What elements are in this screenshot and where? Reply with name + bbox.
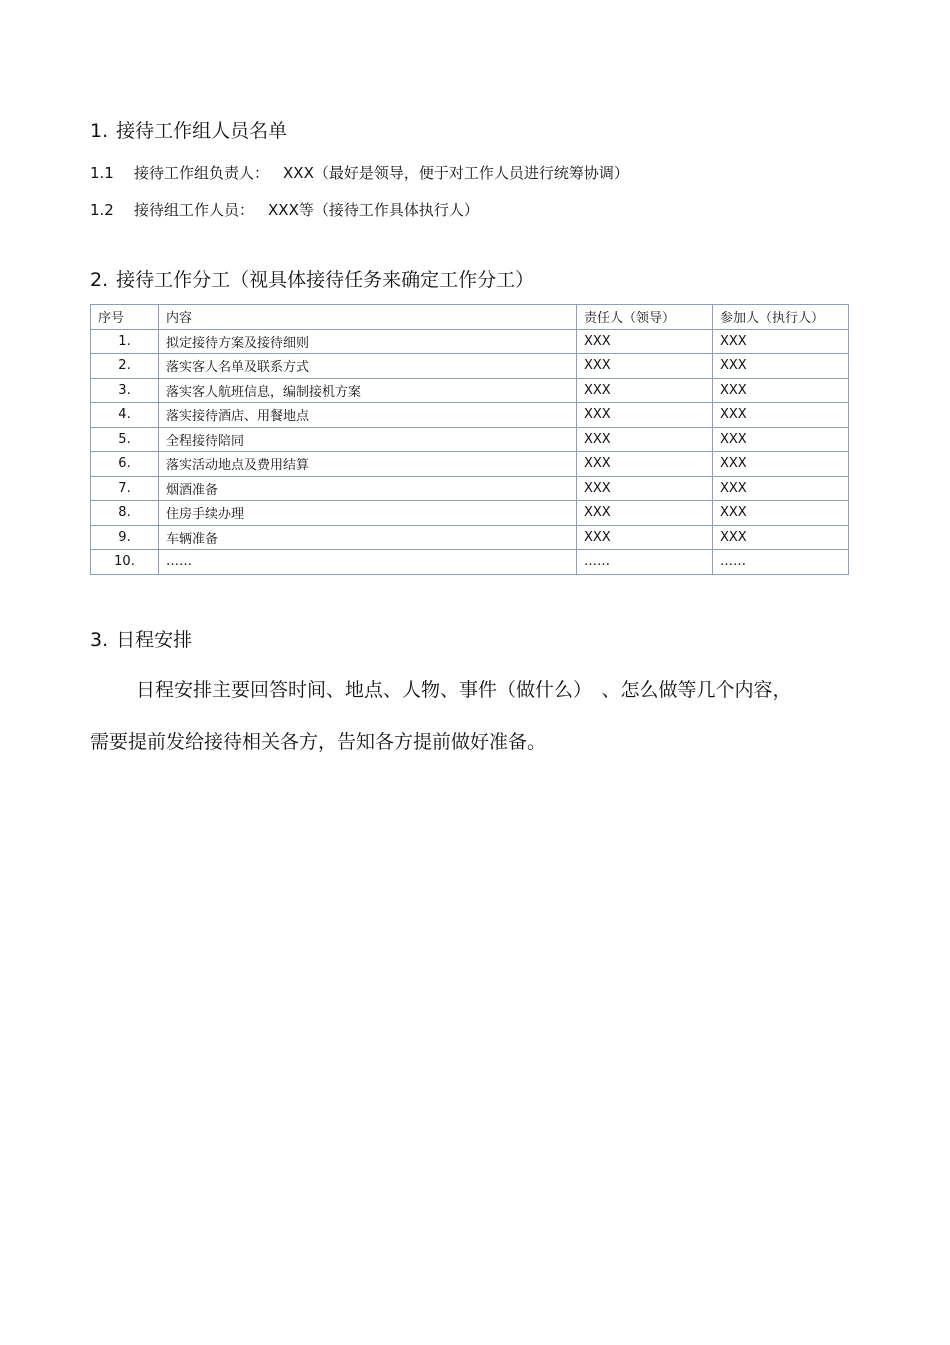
section3-title: 日程安排 bbox=[116, 629, 193, 651]
schedule-paragraph-line-1: 日程安排主要回答时间、地点、人物、事件（做什么） 、怎么做等几个内容， bbox=[136, 679, 792, 701]
table-row bbox=[91, 525, 849, 550]
cell-responsible: XXX bbox=[577, 354, 713, 379]
cell-index: 8. bbox=[91, 501, 159, 526]
section3-heading bbox=[90, 628, 192, 652]
section2-title: 接待工作分工（视具体接待任务来确定工作分工） bbox=[116, 269, 535, 291]
cell-participant: XXX bbox=[713, 354, 849, 379]
cell-content: 落实客人名单及联系方式 bbox=[159, 354, 577, 379]
cell-participant: XXX bbox=[713, 525, 849, 550]
item-value: XXX（最好是领导，便于对工作人员进行统筹协调） bbox=[283, 164, 629, 182]
cell-content: 住房手续办理 bbox=[159, 501, 577, 526]
item-value: XXX等（接待工作具体执行人） bbox=[268, 201, 479, 219]
section1-item-2 bbox=[90, 200, 479, 220]
cell-content: 全程接待陪同 bbox=[159, 427, 577, 452]
table-header-row bbox=[91, 305, 849, 330]
section1-heading bbox=[90, 119, 287, 143]
cell-responsible: XXX bbox=[577, 329, 713, 354]
cell-responsible: XXX bbox=[577, 476, 713, 501]
item-number: 1.2 bbox=[90, 201, 114, 219]
table-row bbox=[91, 329, 849, 354]
table-row bbox=[91, 476, 849, 501]
cell-content: 落实活动地点及费用结算 bbox=[159, 452, 577, 477]
cell-index: 7. bbox=[91, 476, 159, 501]
cell-responsible: XXX bbox=[577, 403, 713, 428]
cell-participant: XXX bbox=[713, 501, 849, 526]
cell-participant: XXX bbox=[713, 329, 849, 354]
section1-number: 1. bbox=[90, 120, 109, 142]
schedule-paragraph-line-2: 需要提前发给接待相关各方，告知各方提前做好准备。 bbox=[90, 731, 547, 753]
cell-index: 1. bbox=[91, 329, 159, 354]
cell-content: 烟酒准备 bbox=[159, 476, 577, 501]
table-row bbox=[91, 427, 849, 452]
section1-item-1 bbox=[90, 163, 629, 183]
cell-content: 拟定接待方案及接待细则 bbox=[159, 329, 577, 354]
section2-number: 2. bbox=[90, 269, 109, 291]
cell-participant: XXX bbox=[713, 476, 849, 501]
cell-responsible: XXX bbox=[577, 378, 713, 403]
task-table bbox=[90, 304, 849, 575]
header-index: 序号 bbox=[91, 305, 159, 330]
cell-participant: XXX bbox=[713, 452, 849, 477]
item-label: 接待工作组负责人： bbox=[134, 164, 270, 182]
table-row bbox=[91, 403, 849, 428]
cell-content: 车辆准备 bbox=[159, 525, 577, 550]
cell-responsible: XXX bbox=[577, 452, 713, 477]
cell-content: …… bbox=[159, 550, 577, 575]
cell-participant: XXX bbox=[713, 403, 849, 428]
item-number: 1.1 bbox=[90, 164, 114, 182]
table-row bbox=[91, 550, 849, 575]
header-content: 内容 bbox=[159, 305, 577, 330]
table-row bbox=[91, 378, 849, 403]
cell-participant: …… bbox=[713, 550, 849, 575]
section3-number: 3. bbox=[90, 629, 109, 651]
cell-index: 10. bbox=[91, 550, 159, 575]
item-label: 接待组工作人员： bbox=[134, 201, 255, 219]
section2-heading bbox=[90, 268, 534, 292]
table-row bbox=[91, 354, 849, 379]
cell-responsible: XXX bbox=[577, 427, 713, 452]
cell-index: 5. bbox=[91, 427, 159, 452]
cell-index: 2. bbox=[91, 354, 159, 379]
cell-index: 9. bbox=[91, 525, 159, 550]
cell-participant: XXX bbox=[713, 427, 849, 452]
cell-index: 4. bbox=[91, 403, 159, 428]
cell-participant: XXX bbox=[713, 378, 849, 403]
cell-index: 6. bbox=[91, 452, 159, 477]
header-participant: 参加人（执行人） bbox=[713, 305, 849, 330]
cell-responsible: XXX bbox=[577, 525, 713, 550]
cell-responsible: …… bbox=[577, 550, 713, 575]
header-responsible: 责任人（领导） bbox=[577, 305, 713, 330]
cell-content: 落实接待酒店、用餐地点 bbox=[159, 403, 577, 428]
table-row bbox=[91, 501, 849, 526]
section1-title: 接待工作组人员名单 bbox=[116, 120, 288, 142]
cell-content: 落实客人航班信息，编制接机方案 bbox=[159, 378, 577, 403]
cell-index: 3. bbox=[91, 378, 159, 403]
table-row bbox=[91, 452, 849, 477]
cell-responsible: XXX bbox=[577, 501, 713, 526]
